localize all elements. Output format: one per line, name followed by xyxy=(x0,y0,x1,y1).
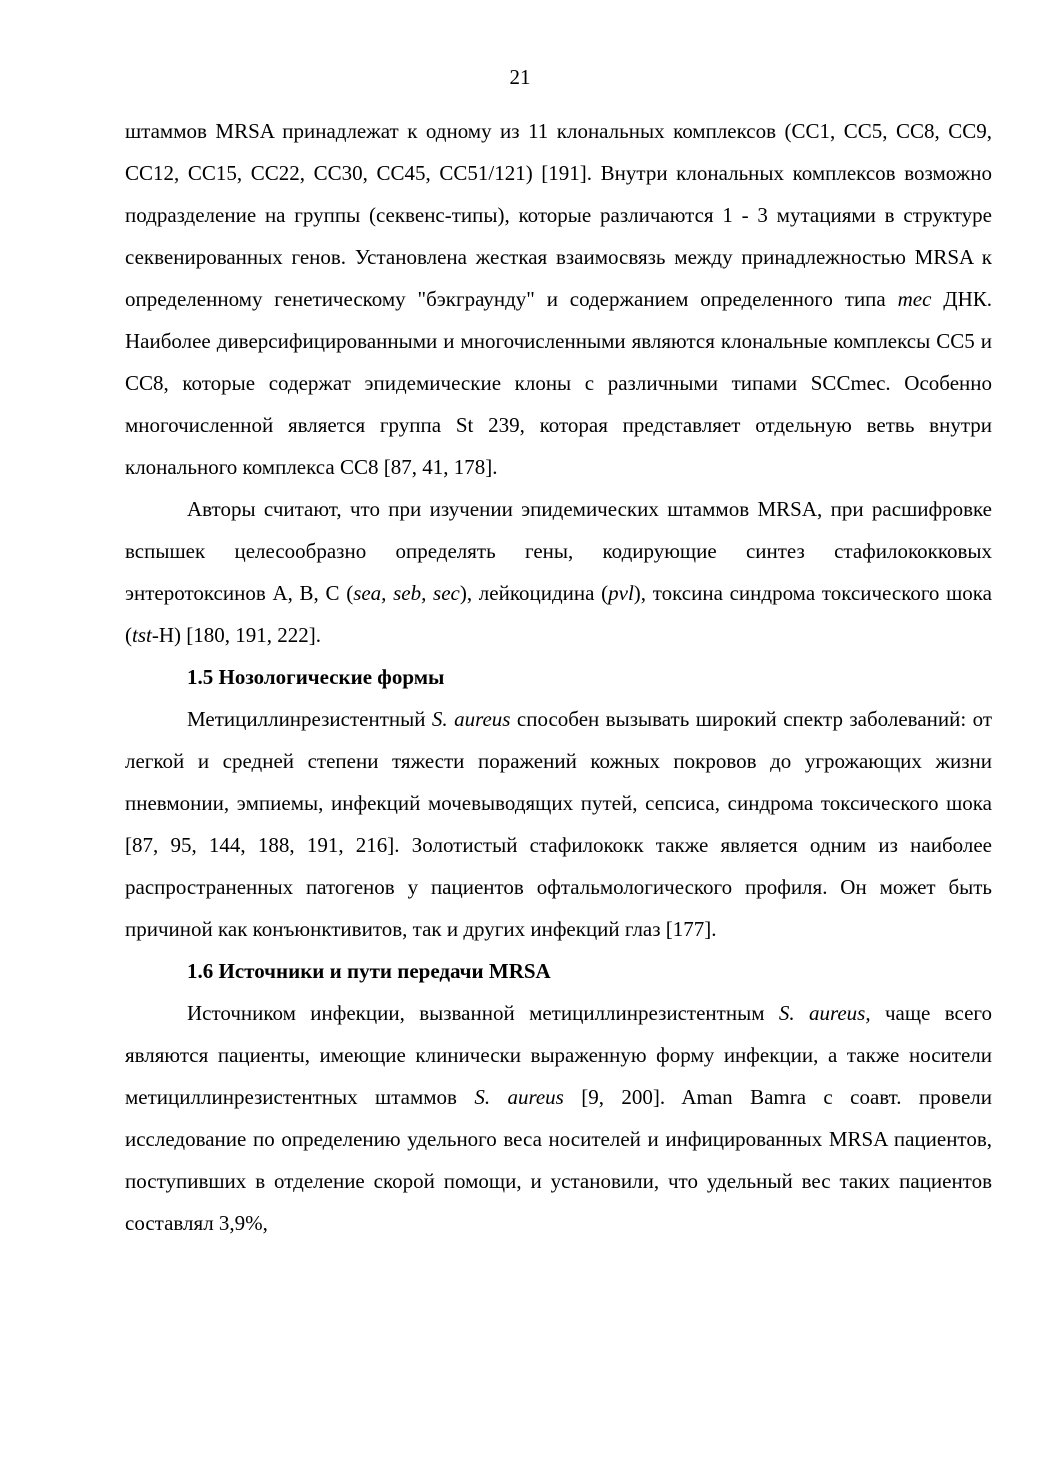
body-paragraph xyxy=(125,488,992,656)
text-run: ), токсина синдрома токсического шока ( xyxy=(125,581,992,647)
text-run: -Н) [180, 191, 222]. xyxy=(151,623,321,647)
text-run: Источником инфекции, вызванной метициллинрезистентным xyxy=(187,1001,779,1025)
italic-term: mec xyxy=(897,287,932,311)
text-run: Метициллинрезистентный xyxy=(187,707,432,731)
italic-term: tst xyxy=(132,623,152,647)
section-heading: 1.5 Нозологические формы xyxy=(187,665,445,689)
text-run: ), лейкоцидина ( xyxy=(459,581,609,605)
section-heading: 1.6 Источники и пути передачи MRSA xyxy=(187,959,551,983)
document-body xyxy=(125,110,992,1244)
text-run: Авторы считают, что при изучении эпидемических штаммов MRSA, при расшифровке вспышек целесообразно определять гены, кодирующие синтез стафилококковых энтеротоксинов А, В, С ( xyxy=(125,497,992,605)
page-number: 21 xyxy=(509,65,531,89)
italic-term: pvl xyxy=(608,581,634,605)
text-run: ДНК. Наиболее диверсифицированными и многочисленными являются клональные комплексы CC5 и CC8, которые содержат эпидемические клоны с различными типами SCCmec. Особенно многочисленной является группа St 239, которая представляет отдельную ветвь внутри клонального комплекса CC8 [87, 41, 178]. xyxy=(125,287,992,479)
body-paragraph xyxy=(125,110,992,488)
italic-term: S. aureus xyxy=(474,1085,564,1109)
text-run: способен вызывать широкий спектр заболеваний: от легкой и средней степени тяжести поражений кожных покровов до угрожающих жизни пневмонии, эмпиемы, инфекций мочевыводящих путей, сепсиса, синдрома токсического шока [87, 95, 144, 188, 191, 216]. Золотистый стафилококк также является одним из наиболее распространенных патогенов у пациентов офтальмологического профиля. Он может быть причиной как конъюнктивитов, так и других инфекций глаз [177]. xyxy=(125,707,993,941)
text-run: [9, 200]. Aman Bamra с соавт. провели исследование по определению удельного веса носителей и инфицированных MRSA пациентов, поступивших в отделение скорой помощи, и установили, что удельный вес таких пациентов составлял 3,9%, xyxy=(125,1085,992,1235)
body-paragraph xyxy=(125,992,992,1244)
text-run: чаще всего являются пациенты, имеющие клинически выраженную форму инфекции, а также носители метициллинрезистентных штаммов xyxy=(125,1001,993,1109)
italic-term: sea, seb, sec xyxy=(353,581,460,605)
italic-term: S. aureus, xyxy=(778,1001,871,1025)
italic-term: S. aureus xyxy=(431,707,511,731)
body-paragraph xyxy=(125,698,992,950)
text-run: штаммов MRSA принадлежат к одному из 11 клональных комплексов (CC1, CC5, CC8, CC9, CC12, CC15, CC22, CC30, CC45, CC51/121) [191]. Внутри клональных комплексов возможно подразделение на группы (секвенс-типы), которые различаются 1 - 3 мутациями в структуре секвенированных генов. Установлена жесткая взаимосвязь между принадлежностью MRSA к определенному генетическому "бэкграунду" и содержанием определенного типа xyxy=(125,119,992,311)
